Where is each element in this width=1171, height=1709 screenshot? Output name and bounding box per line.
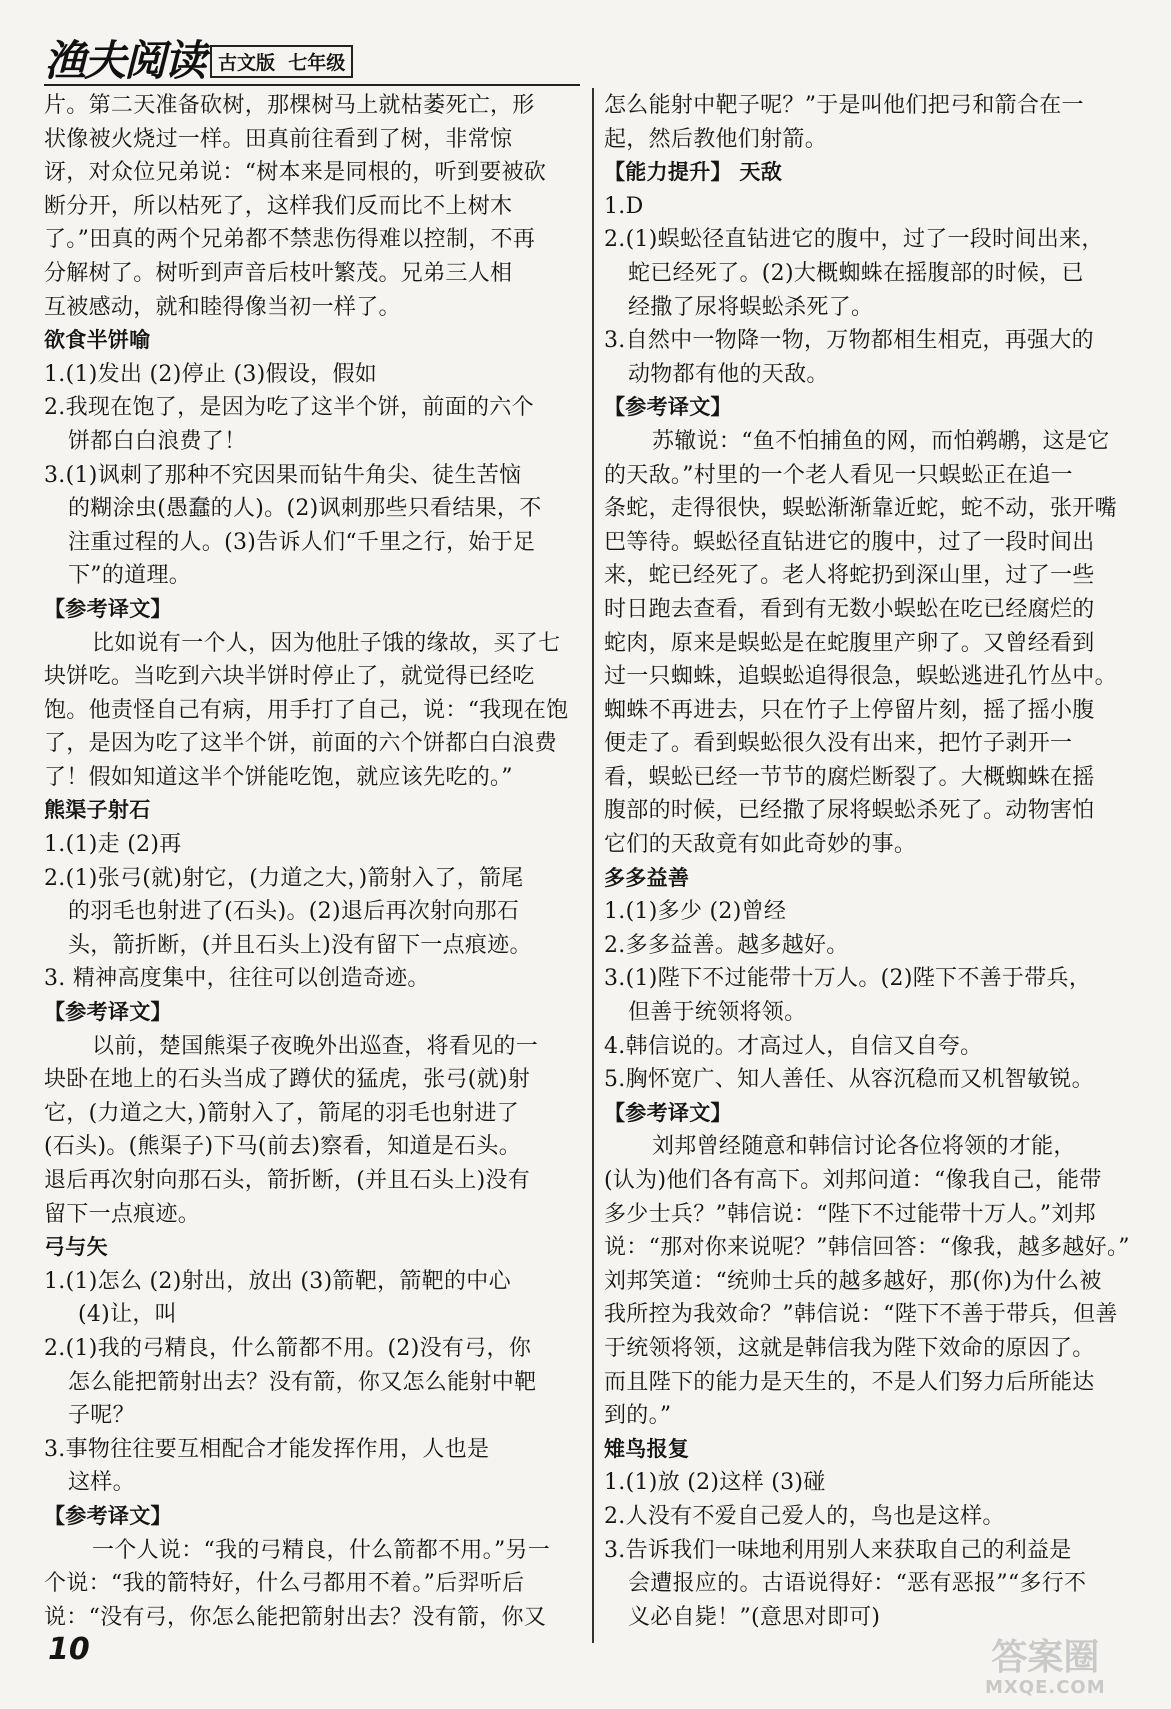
text-line: 来，蛇已经死了。老人将蛇扔到深山里，过了一些	[604, 563, 1095, 589]
text-line: 了！假如知道这半个饼能吃饱，就应该先吃的。”	[44, 764, 513, 790]
text-line: 说：“没有弓，你怎么能把箭射出去？没有箭，你又	[44, 1604, 547, 1630]
page-number: 10	[48, 1632, 90, 1667]
text-line: 1.(1)怎么 (2)射出，放出 (3)箭靶，箭靶的中心	[44, 1268, 511, 1294]
edition-badge: 古文版 七年级	[210, 45, 353, 78]
text-line: 饱。他责怪自己有病，用手打了自己，说：“我现在饱	[44, 697, 569, 723]
text-line: 我所控为我效命？”韩信说：“陛下不善于带兵，但善	[604, 1302, 1118, 1328]
text-line: 3.告诉我们一味地利用别人来获取自己的利益是	[604, 1537, 1072, 1563]
text-line: 怎么能把箭射出去？没有箭，你又怎么能射中靶	[68, 1369, 537, 1395]
section-heading: 弓与矢	[44, 1235, 108, 1260]
text-line: (4)让，叫	[78, 1302, 177, 1328]
text-line: 于统领将领，这就是韩信我为陛下效命的原因了。	[604, 1335, 1095, 1361]
text-line: 1.D	[604, 193, 644, 219]
watermark-logo	[985, 1638, 1106, 1698]
text-line: 比如说有一个人，因为他肚子饿的缘故，买了七	[92, 630, 561, 656]
text-line: 会遭报应的。古语说得好：“恶有恶报”“多行不	[628, 1571, 1087, 1597]
text-line: 腹部的时候，已经撒了尿将蜈蚣杀死了。动物害怕	[604, 798, 1095, 824]
text-line: 起，然后教他们射箭。	[604, 126, 828, 152]
text-line: (认为)他们各有高下。刘邦问道：“像我自己，能带	[604, 1168, 1102, 1193]
section-heading: 雉鸟报复	[604, 1436, 690, 1461]
text-line: 巴等待。蜈蚣径直钻进它的腹中，过了一段时间出	[604, 529, 1095, 555]
watermark-text: 答案圈	[991, 1637, 1100, 1678]
text-line: 动物都有他的天敌。	[628, 361, 829, 387]
text-line: 1.(1)多少 (2)曾经	[604, 899, 787, 925]
text-line: 留下一点痕迹。	[44, 1201, 201, 1227]
text-line: 断分开，所以枯死了，这样我们反而比不上树木	[44, 193, 513, 219]
text-line: (石头)。(熊渠子)下马(前去)察看，知道是石头。	[44, 1134, 521, 1160]
right-column	[604, 89, 1140, 1634]
text-line: 下”的道理。	[68, 563, 192, 589]
text-line: 3.自然中一物降一物，万物都相生相克，再强大的	[604, 328, 1094, 354]
text-line: 3.事物往往要互相配合才能发挥作用，人也是	[44, 1436, 490, 1462]
text-line: 蛇已经死了。(2)大概蜘蛛在摇腹部的时候，已	[628, 260, 1084, 286]
text-line: 2.多多益善。越多越好。	[604, 932, 849, 958]
text-line: 刘邦笑道：“统帅士兵的越多越好，那(你)为什么被	[604, 1268, 1102, 1294]
text-line: 分解树了。树听到声音后枝叶繁茂。兄弟三人相	[44, 260, 513, 286]
series-logo: 渔夫阅读	[44, 36, 205, 85]
text-line: 蜘蛛不再进去，只在竹子上停留片刻，摇了摇小腹	[604, 697, 1095, 723]
text-line: 的天敌。”村里的一个老人看见一只蜈蚣正在追一	[604, 462, 1073, 488]
text-line: 2.(1)蜈蚣径直钻进它的腹中，过了一段时间出来，	[604, 227, 1104, 253]
text-line: 义必自毙！”(意思对即可)	[628, 1604, 881, 1630]
section-heading: 【能力提升】 天敌	[604, 160, 783, 185]
text-line: 经撒了尿将蜈蚣杀死了。	[628, 294, 874, 320]
text-line: 互被感动，就和睦得像当初一样了。	[44, 294, 401, 320]
text-line: 多少士兵？”韩信说：“陛下不过能带十万人。”刘邦	[604, 1201, 1096, 1227]
section-heading: 【参考译文】	[604, 395, 732, 420]
text-line: 苏辙说：“鱼不怕捕鱼的网，而怕鹈鹕，这是它	[652, 428, 1110, 454]
text-line: 便走了。看到蜈蚣很久没有出来，把竹子剥开一	[604, 731, 1073, 757]
text-line: 的羽毛也射进了(石头)。(2)退后再次射向那石	[68, 899, 520, 925]
text-line: 注重过程的人。(3)告诉人们“千里之行，始于足	[68, 529, 536, 555]
text-line: 退后再次射向那石头，箭折断，(并且石头上)没有	[44, 1168, 531, 1193]
text-line: 而且陛下的能力是天生的，不是人们努力后所能达	[604, 1369, 1095, 1395]
text-line: 2.(1)我的弓精良，什么箭都不用。(2)没有弓，你	[44, 1335, 532, 1361]
text-line: 2.我现在饱了，是因为吃了这半个饼，前面的六个	[44, 395, 534, 421]
text-line: 块饼吃。当吃到六块半饼时停止了，就觉得已经吃	[44, 664, 535, 690]
text-line: 到的。”	[604, 1403, 672, 1429]
text-line: 3.(1)陛下不过能带十万人。(2)陛下不善于带兵，	[604, 966, 1092, 992]
section-heading: 熊渠子射石	[44, 798, 151, 823]
text-line: 2.人没有不爱自己爱人的，鸟也是这样。	[604, 1503, 1005, 1529]
text-line: 条蛇，走得很快，蜈蚣渐渐靠近蛇，蛇不动，张开嘴	[604, 496, 1117, 522]
left-column	[44, 89, 584, 1634]
section-heading: 【参考译文】	[44, 596, 172, 621]
section-heading: 【参考译文】	[604, 1100, 732, 1125]
text-line: 怎么能射中靶子呢？”于是叫他们把弓和箭合在一	[604, 93, 1084, 118]
text-line: 蛇肉，原来是蜈蚣是在蛇腹里产卵了。又曾经看到	[604, 630, 1095, 656]
text-line: 过一只蜘蛛，追蜈蚣追得很急，蜈蚣逃进孔竹丛中。	[604, 664, 1117, 690]
text-line: 它，(力道之大，)箭射入了，箭尾的羽毛也射进了	[44, 1100, 520, 1126]
text-line: 3.(1)讽刺了那种不究因果而钻牛角尖、徒生苦恼	[44, 462, 522, 488]
text-line: 块卧在地上的石头当成了蹲伏的猛虎，张弓(就)射	[44, 1067, 531, 1093]
watermark-url: MXQE.COM	[985, 1677, 1106, 1698]
text-line: 的糊涂虫(愚蠢的人)。(2)讽刺那些只看结果，不	[68, 496, 542, 522]
section-heading: 多多益善	[604, 865, 690, 890]
text-line: 了。”田真的两个兄弟都不禁悲伤得难以控制，不再	[44, 227, 536, 253]
section-heading: 欲食半饼喻	[44, 328, 151, 353]
text-line: 子呢？	[68, 1403, 135, 1429]
text-line: 饼都白白浪费了！	[68, 428, 247, 454]
text-line: 刘邦曾经随意和韩信讨论各位将领的才能，	[652, 1134, 1076, 1160]
text-line: 4.韩信说的。才高过人，自信又自夸。	[604, 1033, 983, 1059]
text-line: 看，蜈蚣已经一节节的腐烂断裂了。大概蜘蛛在摇	[604, 764, 1095, 790]
header-rule	[44, 84, 580, 86]
text-line: 时日跑去查看，看到有无数小蜈蚣在吃已经腐烂的	[604, 596, 1095, 622]
column-divider	[592, 88, 594, 1643]
text-line: 2.(1)张弓(就)射它，(力道之大，)箭射入了，箭尾	[44, 865, 524, 891]
text-line: 头，箭折断，(并且石头上)没有留下一点痕迹。	[68, 932, 532, 958]
text-line: 个说：“我的箭特好，什么弓都用不着。”后羿听后	[44, 1571, 525, 1597]
text-line: 讶，对众位兄弟说：“树本来是同根的，听到要被砍	[44, 160, 547, 186]
book-header	[44, 36, 353, 85]
text-line: 它们的天敌竟有如此奇妙的事。	[604, 832, 917, 858]
text-line: 说：“那对你来说呢？”韩信回答：“像我，越多越好。”	[604, 1235, 1130, 1261]
text-line: 1.(1)走 (2)再	[44, 832, 182, 858]
text-line: 一个人说：“我的弓精良，什么箭都不用。”另一	[92, 1537, 551, 1563]
section-heading: 【参考译文】	[44, 1000, 172, 1025]
text-line: 1.(1)发出 (2)停止 (3)假设，假如	[44, 361, 378, 387]
text-line: 状像被火烧过一样。田真前往看到了树，非常惊	[44, 126, 513, 152]
text-line: 但善于统领将领。	[628, 1000, 807, 1026]
text-line: 了，是因为吃了这半个饼，前面的六个饼都白白浪费	[44, 731, 557, 757]
text-line: 5.胸怀宽广、知人善任、从容沉稳而又机智敏锐。	[604, 1067, 1094, 1093]
text-line: 3. 精神高度集中，往往可以创造奇迹。	[44, 966, 430, 992]
text-line: 1.(1)放 (2)这样 (3)碰	[604, 1470, 826, 1496]
text-line: 片。第二天准备砍树，那棵树马上就枯萎死亡，形	[44, 93, 535, 118]
section-heading: 【参考译文】	[44, 1503, 172, 1528]
text-line: 以前，楚国熊渠子夜晚外出巡查，将看见的一	[92, 1033, 539, 1059]
text-line: 这样。	[68, 1470, 135, 1496]
